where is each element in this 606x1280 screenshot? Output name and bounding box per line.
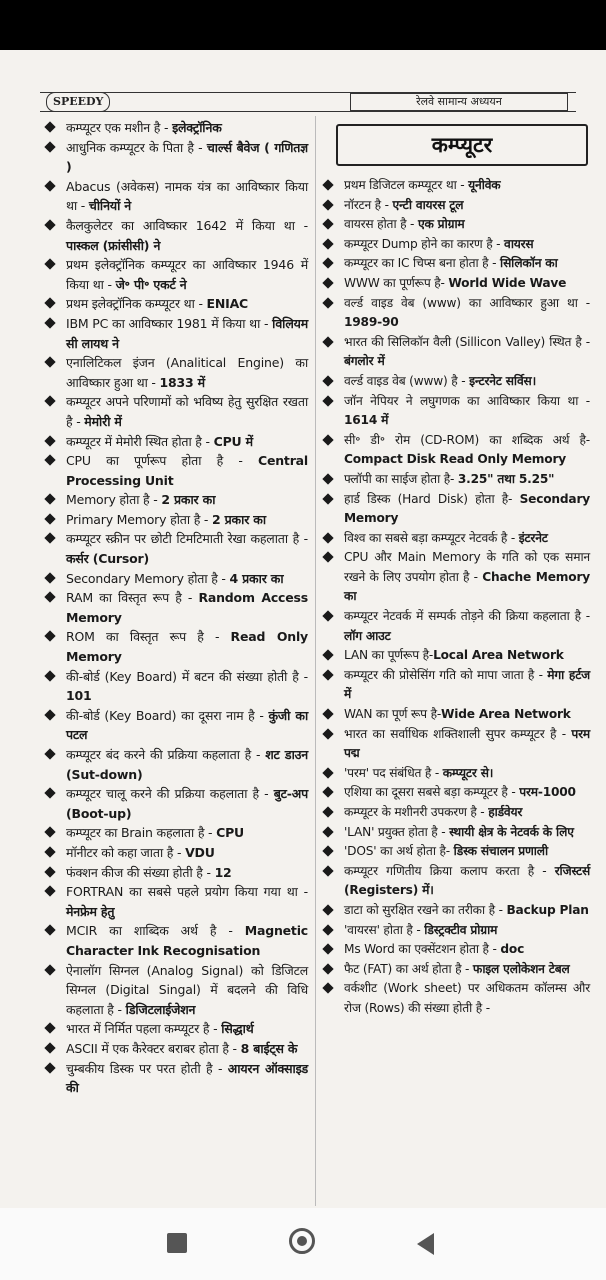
fact-item xyxy=(322,979,590,1018)
fact-answer: वायरस xyxy=(504,236,534,251)
fact-item xyxy=(322,196,590,216)
diamond-bullet-icon xyxy=(44,592,55,603)
fact-answer: बुट-अप (Boot-up) xyxy=(66,786,308,821)
diamond-bullet-icon xyxy=(322,258,333,269)
diamond-bullet-icon xyxy=(44,631,55,642)
fact-answer: 2 प्रकार का xyxy=(212,511,266,527)
fact-question: डाटा को सुरक्षित रखने का तरीका है - xyxy=(344,902,507,917)
fact-item xyxy=(44,1039,308,1059)
diamond-bullet-icon xyxy=(322,728,333,739)
back-button[interactable] xyxy=(417,1233,434,1255)
fact-answer: 2 प्रकार का xyxy=(161,492,216,508)
fact-answer: 1833 में xyxy=(159,374,205,390)
diamond-bullet-icon xyxy=(44,454,55,465)
fact-question: प्रथम डिजिटल कम्प्यूटर था - xyxy=(344,178,469,192)
fact-answer: डिस्क संचालन प्रणाली xyxy=(453,844,548,859)
fact-question: कम्प्यूटर का Brain कहलाता है - xyxy=(66,825,217,841)
diamond-bullet-icon xyxy=(322,806,333,817)
fact-answer: इन्टरनेट सर्विस। xyxy=(469,373,537,388)
fact-question: भारत की सिलिकॉन वैली (Sillicon Valley) स्थित है - xyxy=(344,334,590,349)
fact-answer: मेमोरी में xyxy=(84,413,122,429)
fact-answer: कर्सर (Cursor) xyxy=(66,551,149,567)
diamond-bullet-icon xyxy=(322,865,333,876)
fact-question: कम्प्यूटर का IC चिप्स बना होता है - xyxy=(344,256,500,271)
fact-question: एनालिटिकल इंजन (Analitical Engine) का आविष्कार हुआ था - xyxy=(66,355,308,390)
home-button[interactable] xyxy=(289,1228,315,1254)
fact-question: CPU का पूर्णरूप होता है - xyxy=(66,453,258,469)
fact-answer: परम-1000 xyxy=(519,785,576,800)
fact-item xyxy=(44,216,308,255)
fact-item xyxy=(44,529,308,568)
fact-answer: doc xyxy=(500,942,525,957)
diamond-bullet-icon xyxy=(322,219,333,230)
fact-question: सी॰ डी॰ रोम (CD-ROM) का शब्दिक अर्थ है- xyxy=(344,432,590,447)
diamond-bullet-icon xyxy=(44,572,55,583)
fact-answer: 4 प्रकार का xyxy=(229,570,284,586)
fact-answer: CPU में xyxy=(213,433,253,449)
left-column xyxy=(44,118,308,1098)
fact-item xyxy=(44,255,308,294)
fact-item xyxy=(322,842,590,862)
diamond-bullet-icon xyxy=(44,180,55,191)
fact-item xyxy=(44,961,308,1020)
fact-question: आधुनिक कम्प्यूटर के पिता है - xyxy=(66,139,207,155)
diamond-bullet-icon xyxy=(44,494,55,505)
diamond-bullet-icon xyxy=(44,885,55,896)
fact-item xyxy=(44,432,308,452)
fact-question: ASCII में एक कैरेक्टर बराबर होता है - xyxy=(66,1040,241,1056)
fact-question: FORTRAN का सबसे पहले प्रयोग किया गया था - xyxy=(66,884,308,900)
fact-item xyxy=(44,921,308,960)
fact-question: कम्प्यूटर अपने परिणामों को भविष्य हेतु सुरक्षित रखता है - xyxy=(66,394,308,429)
diamond-bullet-icon xyxy=(322,238,333,249)
diamond-bullet-icon xyxy=(44,866,55,877)
diamond-bullet-icon xyxy=(44,846,55,857)
fact-answer: Chache Memory का xyxy=(344,569,590,604)
fact-item xyxy=(44,863,308,883)
fact-question: की-बोर्ड (Key Board) का दूसरा नाम है - xyxy=(66,707,269,723)
fact-answer: Backup Plan xyxy=(506,902,589,917)
diamond-bullet-icon xyxy=(322,846,333,857)
fact-question: कम्प्यूटर में मेमोरी स्थित होता है - xyxy=(66,433,214,449)
fact-question: वर्कशीट (Work sheet) पर अधिकतम कॉलम्स और रोज (Rows) की संख्या होती है - xyxy=(344,981,590,1015)
fact-question: 'परम' पद संबंधित है - xyxy=(344,765,443,780)
fact-item xyxy=(322,764,590,784)
fact-item xyxy=(44,745,308,784)
fact-answer: CPU xyxy=(216,825,245,841)
fact-question: ROM का विस्तृत रूप है - xyxy=(66,629,231,645)
fact-item xyxy=(44,569,308,589)
brand-label: SPEEDY xyxy=(46,92,110,112)
fact-item xyxy=(322,235,590,255)
fact-answer: जे॰ पी॰ एकर्ट ने xyxy=(115,276,187,292)
diamond-bullet-icon xyxy=(322,787,333,798)
diamond-bullet-icon xyxy=(322,199,333,210)
fact-question: 'DOS' का अर्थ होता है- xyxy=(344,844,454,859)
fact-answer: सिलिकॉन का xyxy=(499,256,558,271)
fact-question: मॉनीटर को कहा जाता है - xyxy=(66,844,186,860)
fact-item xyxy=(44,510,308,530)
diamond-bullet-icon xyxy=(322,963,333,974)
fact-item xyxy=(322,783,590,803)
fact-question: 'वायरस' होता है - xyxy=(344,922,425,937)
diamond-bullet-icon xyxy=(322,983,333,994)
fact-item xyxy=(44,1059,308,1098)
fact-answer: एन्टी वायरस टूल xyxy=(392,197,464,212)
fact-answer: रजिस्टर्स (Registers) में। xyxy=(344,863,590,898)
fact-item xyxy=(44,294,308,314)
fact-answer: 3.25" तथा 5.25" xyxy=(457,471,555,486)
fact-item xyxy=(44,627,308,666)
fact-answer: Compact Disk Read Only Memory xyxy=(344,452,567,467)
diamond-bullet-icon xyxy=(322,826,333,837)
fact-item xyxy=(44,138,308,177)
fact-answer: शट डाउन (Sut-down) xyxy=(66,747,308,782)
fact-answer: Random Access Memory xyxy=(66,590,309,625)
fact-item xyxy=(322,921,590,941)
fact-answer: हार्डवेयर xyxy=(488,805,523,819)
fact-item xyxy=(322,274,590,294)
diamond-bullet-icon xyxy=(44,748,55,759)
fact-item xyxy=(322,607,590,646)
fact-answer: 1614 में xyxy=(344,413,389,428)
diamond-bullet-icon xyxy=(44,533,55,544)
fact-item xyxy=(322,333,590,372)
fact-answer: Central Processing Unit xyxy=(66,453,308,488)
diamond-bullet-icon xyxy=(44,396,55,407)
fact-item xyxy=(322,215,590,235)
fact-question: RAM का विस्तृत रूप है - xyxy=(66,590,199,606)
fact-item xyxy=(44,177,308,216)
fact-item xyxy=(322,705,590,725)
diamond-bullet-icon xyxy=(322,552,333,563)
fact-item xyxy=(322,431,590,470)
diamond-bullet-icon xyxy=(44,141,55,152)
fact-item xyxy=(44,353,308,392)
fact-answer: 12 xyxy=(214,864,232,880)
fact-question: प्रथम इलेक्ट्रॉनिक कम्प्यूटर था - xyxy=(66,296,207,312)
fact-item xyxy=(44,706,308,745)
fact-item xyxy=(322,548,590,607)
fact-answer: परम पद्म xyxy=(344,726,590,761)
diamond-bullet-icon xyxy=(44,298,55,309)
fact-answer: आयरन ऑक्साइड की xyxy=(66,1060,309,1096)
fact-question: भारत में निर्मित पहला कम्प्यूटर है - xyxy=(66,1021,222,1037)
fact-question: कम्प्यूटर गणितीय क्रिया कलाप करता है - xyxy=(344,863,555,878)
fact-answer: यूनीवेक xyxy=(468,178,501,192)
fact-item xyxy=(44,451,308,490)
fact-answer: Secondary Memory xyxy=(344,491,590,526)
diamond-bullet-icon xyxy=(44,1042,55,1053)
diamond-bullet-icon xyxy=(322,924,333,935)
fact-question: कम्प्यूटर एक मशीन है - xyxy=(66,120,173,135)
diamond-bullet-icon xyxy=(322,179,333,190)
fact-item xyxy=(322,490,590,529)
diamond-bullet-icon xyxy=(322,434,333,445)
fact-item xyxy=(44,784,308,823)
fact-item xyxy=(44,588,308,627)
fact-item xyxy=(322,803,590,823)
fact-answer: Magnetic Character Ink Recognisation xyxy=(66,923,308,958)
diamond-bullet-icon xyxy=(322,493,333,504)
fact-question: कम्प्यूटर के मशीनरी उपकरण है - xyxy=(344,805,489,819)
diamond-bullet-icon xyxy=(44,1023,55,1034)
fact-question: कैलकुलेटर का आविष्कार 1642 में किया था - xyxy=(66,217,308,233)
fact-item xyxy=(322,254,590,274)
diamond-bullet-icon xyxy=(44,670,55,681)
fact-item xyxy=(44,118,308,138)
fact-answer: 8 बाईट्स के xyxy=(240,1040,298,1056)
fact-item xyxy=(322,392,590,431)
diamond-bullet-icon xyxy=(322,767,333,778)
diamond-bullet-icon xyxy=(44,317,55,328)
fact-answer: कुंजी का पटल xyxy=(66,707,308,743)
fact-question: Ms Word का एक्सेंटशन होता है - xyxy=(344,942,501,957)
fact-question: Secondary Memory होता है - xyxy=(66,570,230,586)
fact-question: वर्ल्ड वाइड वेब (www) है - xyxy=(344,373,470,388)
fact-answer: Read Only Memory xyxy=(66,629,308,665)
fact-item xyxy=(44,392,308,431)
fact-answer: पास्कल (फ्रांसीसी) ने xyxy=(66,237,161,253)
fact-answer: स्थायी क्षेत्र के नेटवर्क के लिए xyxy=(449,824,574,839)
fact-question: फंक्शन कीज की संख्या होती है - xyxy=(66,864,215,880)
diamond-bullet-icon xyxy=(322,473,333,484)
fact-question: कम्प्यूटर की प्रोसेसिंग गति को मापा जाता है - xyxy=(344,667,548,682)
fact-question: कम्प्यूटर चालू करने की प्रक्रिया कहलाता है - xyxy=(66,786,274,802)
fact-question: ऐनालॉग सिग्नल (Analog Signal) को डिजिटल सिग्नल (Digital Singal) में बदलने की विधि कहलाता है - xyxy=(66,962,308,1017)
fact-question: Primary Memory होता है - xyxy=(66,511,212,527)
recent-apps-button[interactable] xyxy=(167,1233,187,1253)
fact-item xyxy=(322,372,590,392)
fact-answer: चीनियों ने xyxy=(88,198,132,214)
diamond-bullet-icon xyxy=(44,925,55,936)
diamond-bullet-icon xyxy=(44,258,55,269)
diamond-bullet-icon xyxy=(322,650,333,661)
fact-question: CPU और Main Memory के गति को एक समान रखने के लिए उपयोग होता है - xyxy=(344,550,590,584)
fact-answer: Local Area Network xyxy=(433,648,564,663)
fact-item xyxy=(44,1019,308,1039)
fact-question: कम्प्यूटर नेटवर्क में सम्पर्क तोड़ने की क्रिया कहलाता है - xyxy=(344,609,590,624)
fact-answer: फाइल एलोकेशन टेबल xyxy=(472,961,570,976)
fact-item xyxy=(322,294,590,333)
fact-item xyxy=(322,940,590,960)
fact-question: एशिया का दूसरा सबसे बड़ा कम्प्यूटर है - xyxy=(344,785,520,800)
diamond-bullet-icon xyxy=(44,513,55,524)
fact-question: वायरस होता है - xyxy=(344,217,418,232)
fact-answer: कम्प्यूटर से। xyxy=(442,765,494,780)
column-divider xyxy=(315,116,316,1206)
fact-answer: इंटरनेट xyxy=(518,530,548,545)
diamond-bullet-icon xyxy=(44,964,55,975)
fact-question: WWW का पूर्णरूप है- xyxy=(344,275,449,290)
diamond-bullet-icon xyxy=(44,709,55,720)
fact-answer: ENIAC xyxy=(206,296,249,312)
fact-answer: इलेक्ट्रॉनिक xyxy=(172,120,222,135)
fact-answer: एक प्रोग्राम xyxy=(417,217,465,232)
fact-question: कम्प्यूटर बंद करने की प्रक्रिया कहलाता है - xyxy=(66,747,266,762)
fact-question: वर्ल्ड वाइड वेब (www) का आविष्कार हुआ था - xyxy=(344,295,590,310)
fact-question: नॉरटन है - xyxy=(344,197,393,212)
fact-answer: विलियम सी लायथ ने xyxy=(66,315,308,351)
fact-answer: VDU xyxy=(185,844,215,860)
fact-item xyxy=(322,862,590,901)
fact-question: कम्प्यूटर Dump होने का कारण है - xyxy=(344,236,505,251)
fact-answer: बंगलोर में xyxy=(344,354,385,369)
diamond-bullet-icon xyxy=(322,297,333,308)
fact-question: MCIR का शाब्दिक अर्थ है - xyxy=(66,923,245,939)
fact-question: जॉन नेपियर ने लघुगणक का आविष्कार किया था - xyxy=(344,393,590,408)
fact-item xyxy=(44,314,308,353)
diamond-bullet-icon xyxy=(44,121,55,132)
diamond-bullet-icon xyxy=(322,277,333,288)
fact-question: फैट (FAT) का अर्थ होता है - xyxy=(344,961,473,976)
chapter-title: कम्प्यूटर xyxy=(336,124,588,166)
diamond-bullet-icon xyxy=(322,395,333,406)
diamond-bullet-icon xyxy=(322,943,333,954)
fact-item xyxy=(322,646,590,666)
fact-answer: 101 xyxy=(66,688,92,704)
fact-question: चुम्बकीय डिस्क पर परत होती है - xyxy=(66,1060,228,1076)
diamond-bullet-icon xyxy=(322,610,333,621)
fact-answer: 1989-90 xyxy=(344,315,399,330)
fact-question: Abacus (अवेकस) नामक यंत्र का आविष्कार किया था - xyxy=(66,178,308,214)
fact-answer: लॉग आउट xyxy=(344,628,391,643)
diamond-bullet-icon xyxy=(44,827,55,838)
fact-question: की-बोर्ड (Key Board) में बटन की संख्या होती है - xyxy=(66,668,308,684)
fact-item xyxy=(322,823,590,843)
fact-item xyxy=(44,882,308,921)
diamond-bullet-icon xyxy=(44,788,55,799)
diamond-bullet-icon xyxy=(44,1062,55,1073)
diamond-bullet-icon xyxy=(322,708,333,719)
fact-item xyxy=(322,666,590,705)
fact-answer: World Wide Wave xyxy=(448,275,567,290)
fact-question: हार्ड डिस्क (Hard Disk) होता है- xyxy=(344,491,520,506)
diamond-bullet-icon xyxy=(44,435,55,446)
diamond-bullet-icon xyxy=(44,219,55,230)
fact-item xyxy=(322,960,590,980)
diamond-bullet-icon xyxy=(322,336,333,347)
fact-item xyxy=(44,667,308,706)
fact-question: प्रथम इलेक्ट्रॉनिक कम्प्यूटर का आविष्कार 1946 में किया था - xyxy=(66,257,308,292)
fact-item xyxy=(44,490,308,510)
fact-question: कम्प्यूटर स्क्रीन पर छोटी टिमटिमाती रेखा कहलाता है - xyxy=(66,531,308,547)
fact-answer: सिद्धार्थ xyxy=(221,1021,254,1037)
fact-item xyxy=(322,176,590,196)
fact-item xyxy=(322,529,590,549)
fact-item xyxy=(44,843,308,863)
fact-question: फ्लॉपी का साईज होता है- xyxy=(344,471,458,486)
fact-question: IBM PC का आविष्कार 1981 में किया था - xyxy=(66,315,273,331)
fact-answer: मेगा हर्टज में xyxy=(344,667,590,702)
fact-answer: चार्ल्स बैवेज ( गणितज्ञ ) xyxy=(66,139,308,175)
fact-question: Memory होता है - xyxy=(66,492,162,508)
fact-answer: डिस्ट्रक्टीव प्रोग्राम xyxy=(424,922,498,937)
fact-question: LAN का पूर्णरूप है- xyxy=(344,648,434,663)
fact-answer: डिजिटलाईजेशन xyxy=(125,1001,196,1017)
fact-question: विश्व का सबसे बड़ा कम्प्यूटर नेटवर्क है - xyxy=(344,530,519,545)
diamond-bullet-icon xyxy=(322,904,333,915)
fact-question: 'LAN' प्रयुक्त होता है - xyxy=(344,824,450,839)
diamond-bullet-icon xyxy=(322,375,333,386)
fact-item xyxy=(322,901,590,921)
fact-answer: मेनफ्रेम हेतु xyxy=(66,903,115,919)
section-label: रेलवे सामान्य अध्ययन xyxy=(350,93,568,111)
diamond-bullet-icon xyxy=(322,669,333,680)
fact-question: WAN का पूर्ण रूप है- xyxy=(344,707,442,722)
diamond-bullet-icon xyxy=(44,356,55,367)
diamond-bullet-icon xyxy=(322,532,333,543)
fact-answer: Wide Area Network xyxy=(441,707,571,722)
fact-question: भारत का सर्वाधिक शक्तिशाली सुपर कम्प्यूटर है - xyxy=(344,726,572,741)
fact-item xyxy=(322,725,590,764)
right-column xyxy=(322,176,590,1019)
fact-item xyxy=(44,823,308,843)
fact-item xyxy=(322,470,590,490)
